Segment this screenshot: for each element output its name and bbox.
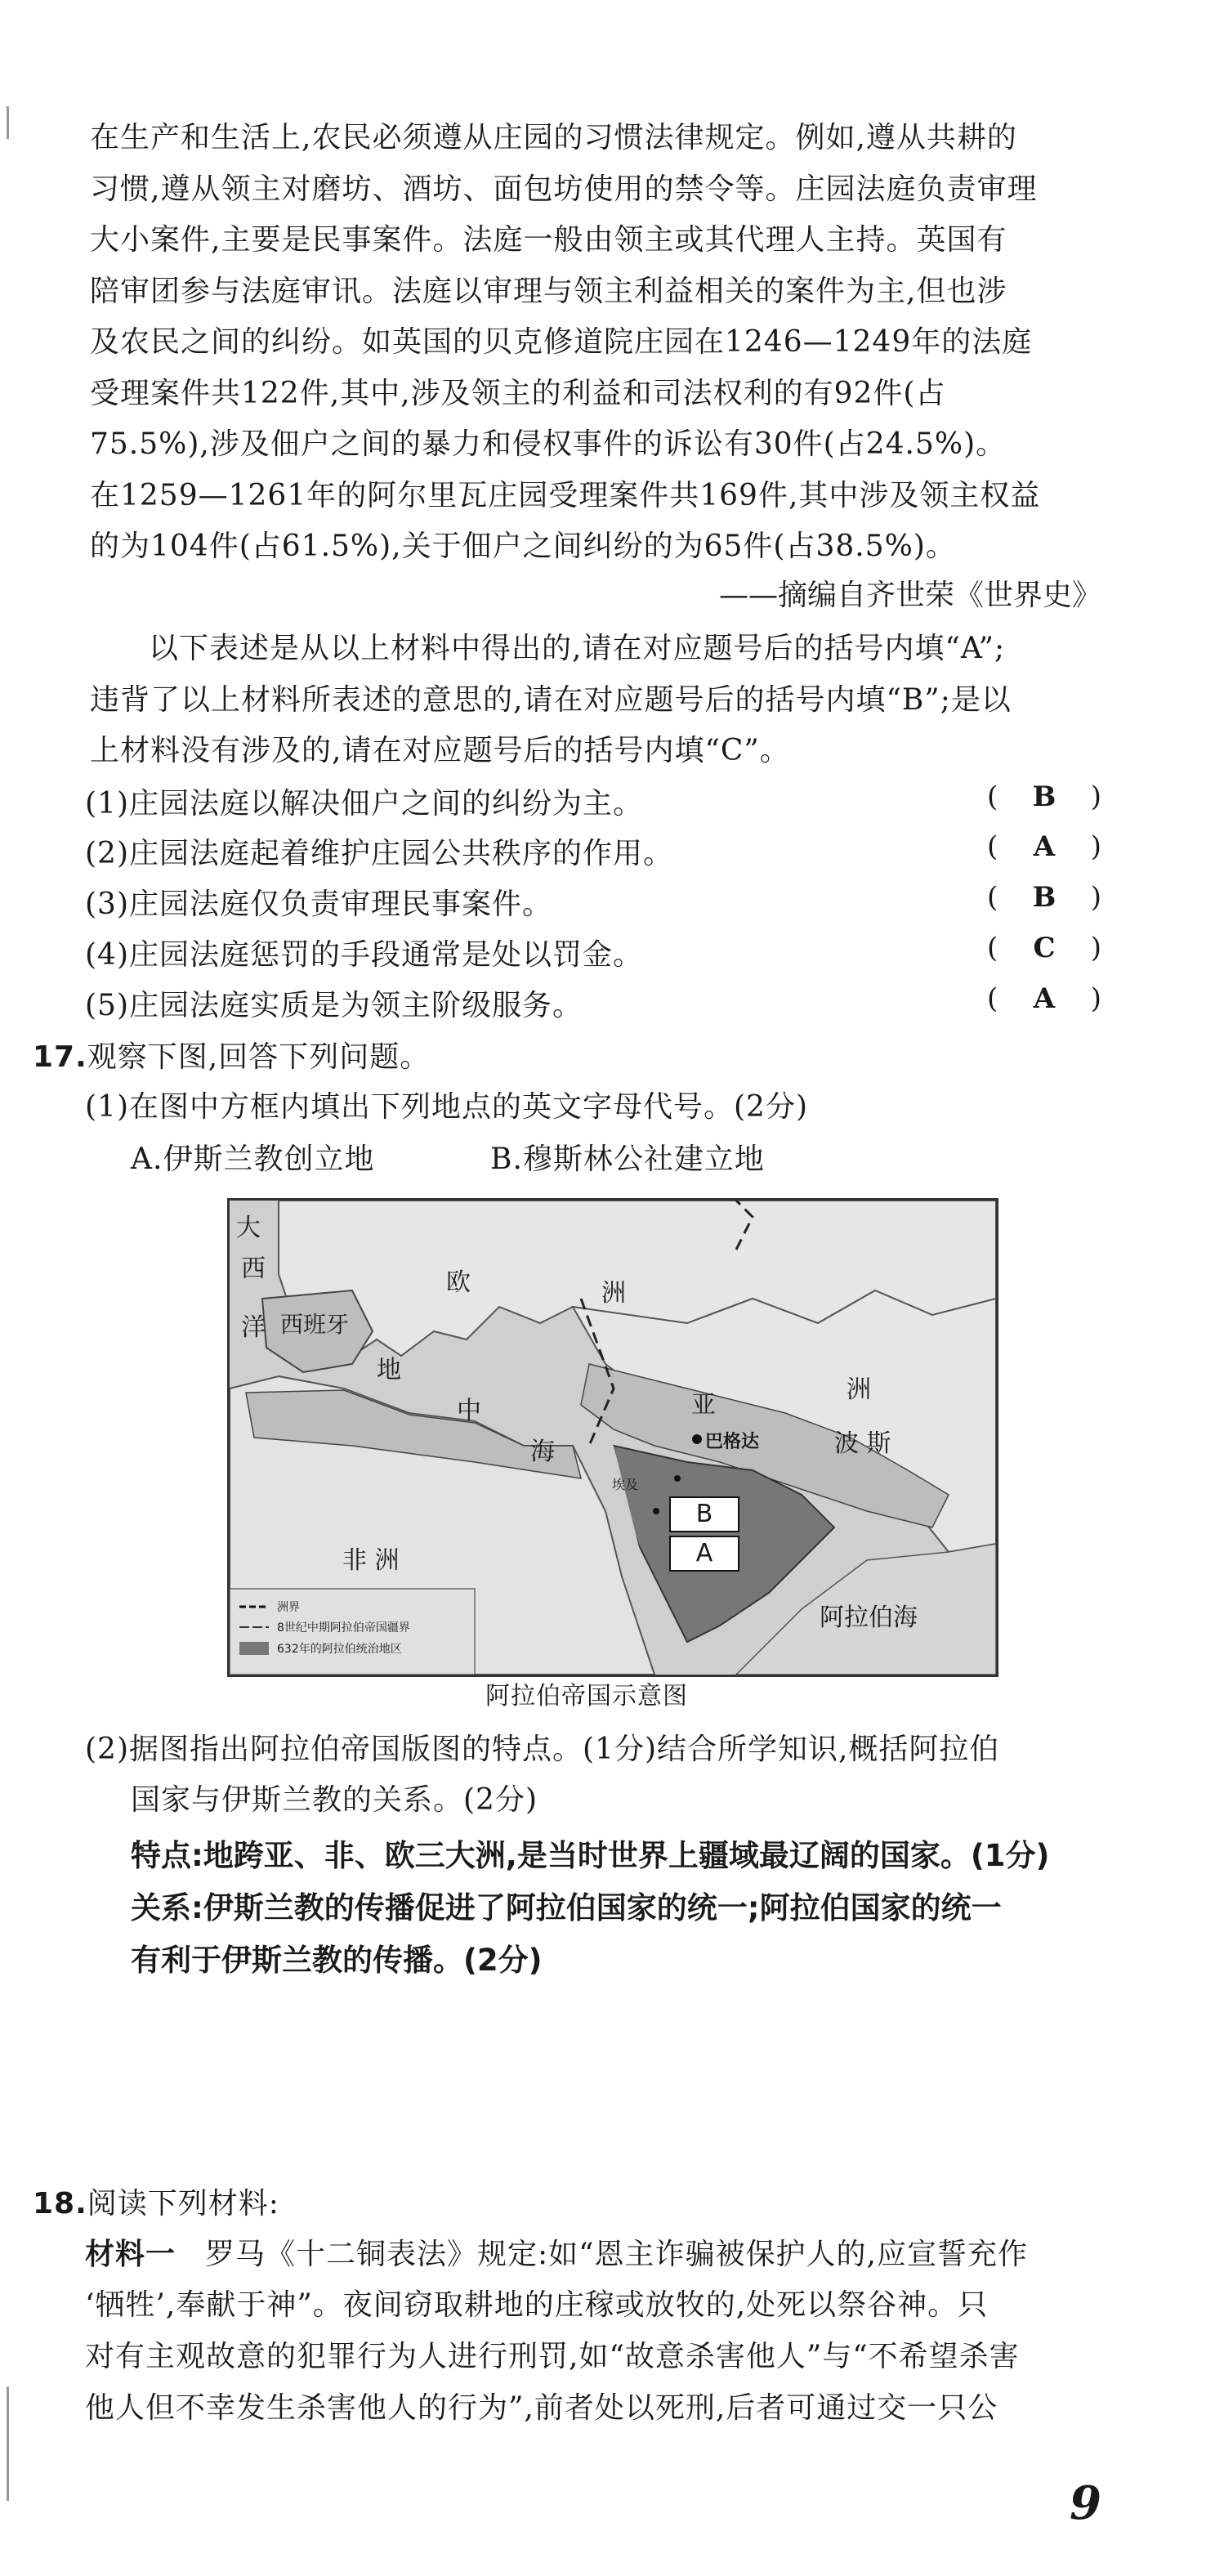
passage-line: 在1259—1261年的阿尔里瓦庄园受理案件共169件,其中涉及领主权益 <box>90 479 1041 512</box>
handwritten-answer: 关系:伊斯兰教的传播促进了阿拉伯国家的统一;阿拉伯国家的统一 <box>131 1890 1002 1925</box>
answer-bracket: ( A ) <box>987 982 1101 1015</box>
option-b: B.穆斯林公社建立地 <box>490 1143 765 1176</box>
statement-text: (1)庄园法庭以解决佃户之间的纠纷为主。 <box>85 787 643 821</box>
statement-text: (4)庄园法庭惩罚的手段通常是处以罚金。 <box>85 938 643 972</box>
passage-line: 75.5%),涉及佃户之间的暴力和侵权事件的诉讼有30件(占24.5%)。 <box>90 427 1007 461</box>
statement-answer: A <box>1033 982 1056 1015</box>
map-label-africa: 非 洲 <box>342 1546 400 1575</box>
passage-source: ——摘编自齐世荣《世界史》 <box>718 579 1101 612</box>
question-17-heading <box>33 1034 430 1076</box>
passage-line: 的为104件(占61.5%),关于佃户之间纠纷的为65件(占38.5%)。 <box>90 530 956 563</box>
map-caption: 阿拉伯帝国示意图 <box>485 1682 688 1711</box>
map-label-atlantic: 大 <box>236 1214 261 1242</box>
passage-line: 在生产和生活上,农民必须遵从庄园的习惯法律规定。例如,遵从共耕的 <box>90 121 1017 154</box>
material-line: ‘牺牲’,奉献于神”。夜间窃取耕地的庄稼或放牧的,处死以祭谷神。只 <box>85 2288 989 2322</box>
map-label-baghdad: 巴格达 <box>705 1432 760 1452</box>
question-number: 17. <box>33 1040 87 1074</box>
map-label-arabian-sea: 阿拉伯海 <box>820 1603 918 1632</box>
legend-label: 洲界 <box>277 1601 300 1614</box>
question-title: 观察下图,回答下列问题。 <box>87 1040 431 1074</box>
material-line: 对有主观故意的犯罪行为人进行刑罚,如“故意杀害他人”与“不希望杀害 <box>85 2340 1020 2373</box>
answer-bracket: ( B ) <box>987 881 1101 914</box>
map-label-asia: 洲 <box>847 1375 871 1404</box>
map-label-mediterranean: 中 <box>457 1397 481 1425</box>
margin-mark <box>7 106 9 139</box>
city-dot <box>674 1475 681 1482</box>
legend-label: 8世纪中期阿拉伯帝国疆界 <box>277 1621 410 1635</box>
map-label-atlantic: 西 <box>241 1254 266 1283</box>
passage-line: 及农民之间的纠纷。如英国的贝克修道院庄园在1246—1249年的法庭 <box>90 325 1033 359</box>
question-18-heading <box>33 2180 279 2222</box>
answer-bracket: ( A ) <box>987 830 1101 863</box>
handwritten-answer: 有利于伊斯兰教的传播。(2分) <box>131 1943 543 1978</box>
question-title: 阅读下列材料: <box>87 2187 279 2220</box>
statement-answer: B <box>1032 881 1056 914</box>
passage-line: 习惯,遵从领主对磨坊、酒坊、面包坊使用的禁令等。庄园法庭负责审理 <box>90 172 1038 206</box>
material-text: 罗马《十二铜表法》规定:如“恩主诈骗被保护人的,应宣誓充作 <box>205 2238 1028 2271</box>
map-label-mediterranean: 海 <box>530 1438 555 1466</box>
baghdad-dot <box>692 1434 702 1444</box>
statement-answer: B <box>1032 780 1056 813</box>
answer-box-b: B <box>669 1496 739 1532</box>
statement-answer: C <box>1033 932 1056 964</box>
map-label-atlantic: 洋 <box>241 1313 266 1342</box>
page-number: 9 <box>1070 2476 1101 2530</box>
material-line: 他人但不幸发生杀害他人的行为”,前者处以死刑,后者可通过交一只公 <box>85 2391 998 2425</box>
map-label-spain: 西班牙 <box>280 1311 350 1338</box>
handwritten-answer: 特点:地跨亚、非、欧三大洲,是当时世界上疆域最辽阔的国家。(1分) <box>131 1838 1050 1873</box>
material-line <box>85 2231 1028 2273</box>
instruction-line: 上材料没有涉及的,请在对应题号后的括号内填“C”。 <box>90 734 790 767</box>
passage-line: 陪审团参与法庭审讯。法庭以审理与领主利益相关的案件为主,但也涉 <box>90 275 1007 308</box>
passage-line: 大小案件,主要是民事案件。法庭一般由领主或其代理人主持。英国有 <box>90 223 1007 257</box>
map-label-europe: 洲 <box>601 1279 626 1308</box>
option-a: A.伊斯兰教创立地 <box>131 1143 375 1176</box>
margin-mark <box>7 2386 9 2501</box>
legend-label: 632年的阿拉伯统治地区 <box>277 1643 402 1656</box>
legend-area-swatch <box>239 1642 269 1655</box>
map-label-mediterranean: 地 <box>377 1356 401 1384</box>
question-17-sub2: (2)据图指出阿拉伯帝国版图的特点。(1分)结合所学知识,概括阿拉伯 <box>85 1733 1000 1766</box>
map-label-europe: 欧 <box>446 1268 471 1297</box>
city-dot <box>653 1508 659 1514</box>
statement-text: (5)庄园法庭实质是为领主阶级服务。 <box>85 989 583 1022</box>
question-17-sub1: (1)在图中方框内填出下列地点的英文字母代号。(2分) <box>85 1090 808 1124</box>
statement-answer: A <box>1033 830 1056 863</box>
passage-line: 受理案件共122件,其中,涉及领主的利益和司法权利的有92件(占 <box>90 377 946 410</box>
map-label-asia: 亚 <box>691 1391 716 1420</box>
question-17-sub2: 国家与伊斯兰教的关系。(2分) <box>131 1783 538 1817</box>
statement-text: (3)庄园法庭仅负责审理民事案件。 <box>85 888 552 921</box>
question-number: 18. <box>33 2187 87 2220</box>
answer-bracket: ( B ) <box>987 780 1101 813</box>
statement-text: (2)庄园法庭起着维护庄园公共秩序的作用。 <box>85 837 673 870</box>
answer-bracket: ( C ) <box>987 932 1101 964</box>
instruction-line: 违背了以上材料所表述的意思的,请在对应题号后的括号内填“B”;是以 <box>90 683 1012 717</box>
map-label-persia: 波 斯 <box>834 1429 891 1458</box>
map-label-city: 埃及 <box>612 1477 639 1492</box>
answer-box-a: A <box>669 1536 739 1572</box>
arabian-empire-map <box>227 1198 998 1677</box>
instruction-line: 以下表述是从以上材料中得出的,请在对应题号后的括号内填“A”; <box>149 632 1006 665</box>
material-label: 材料一 <box>85 2238 176 2271</box>
